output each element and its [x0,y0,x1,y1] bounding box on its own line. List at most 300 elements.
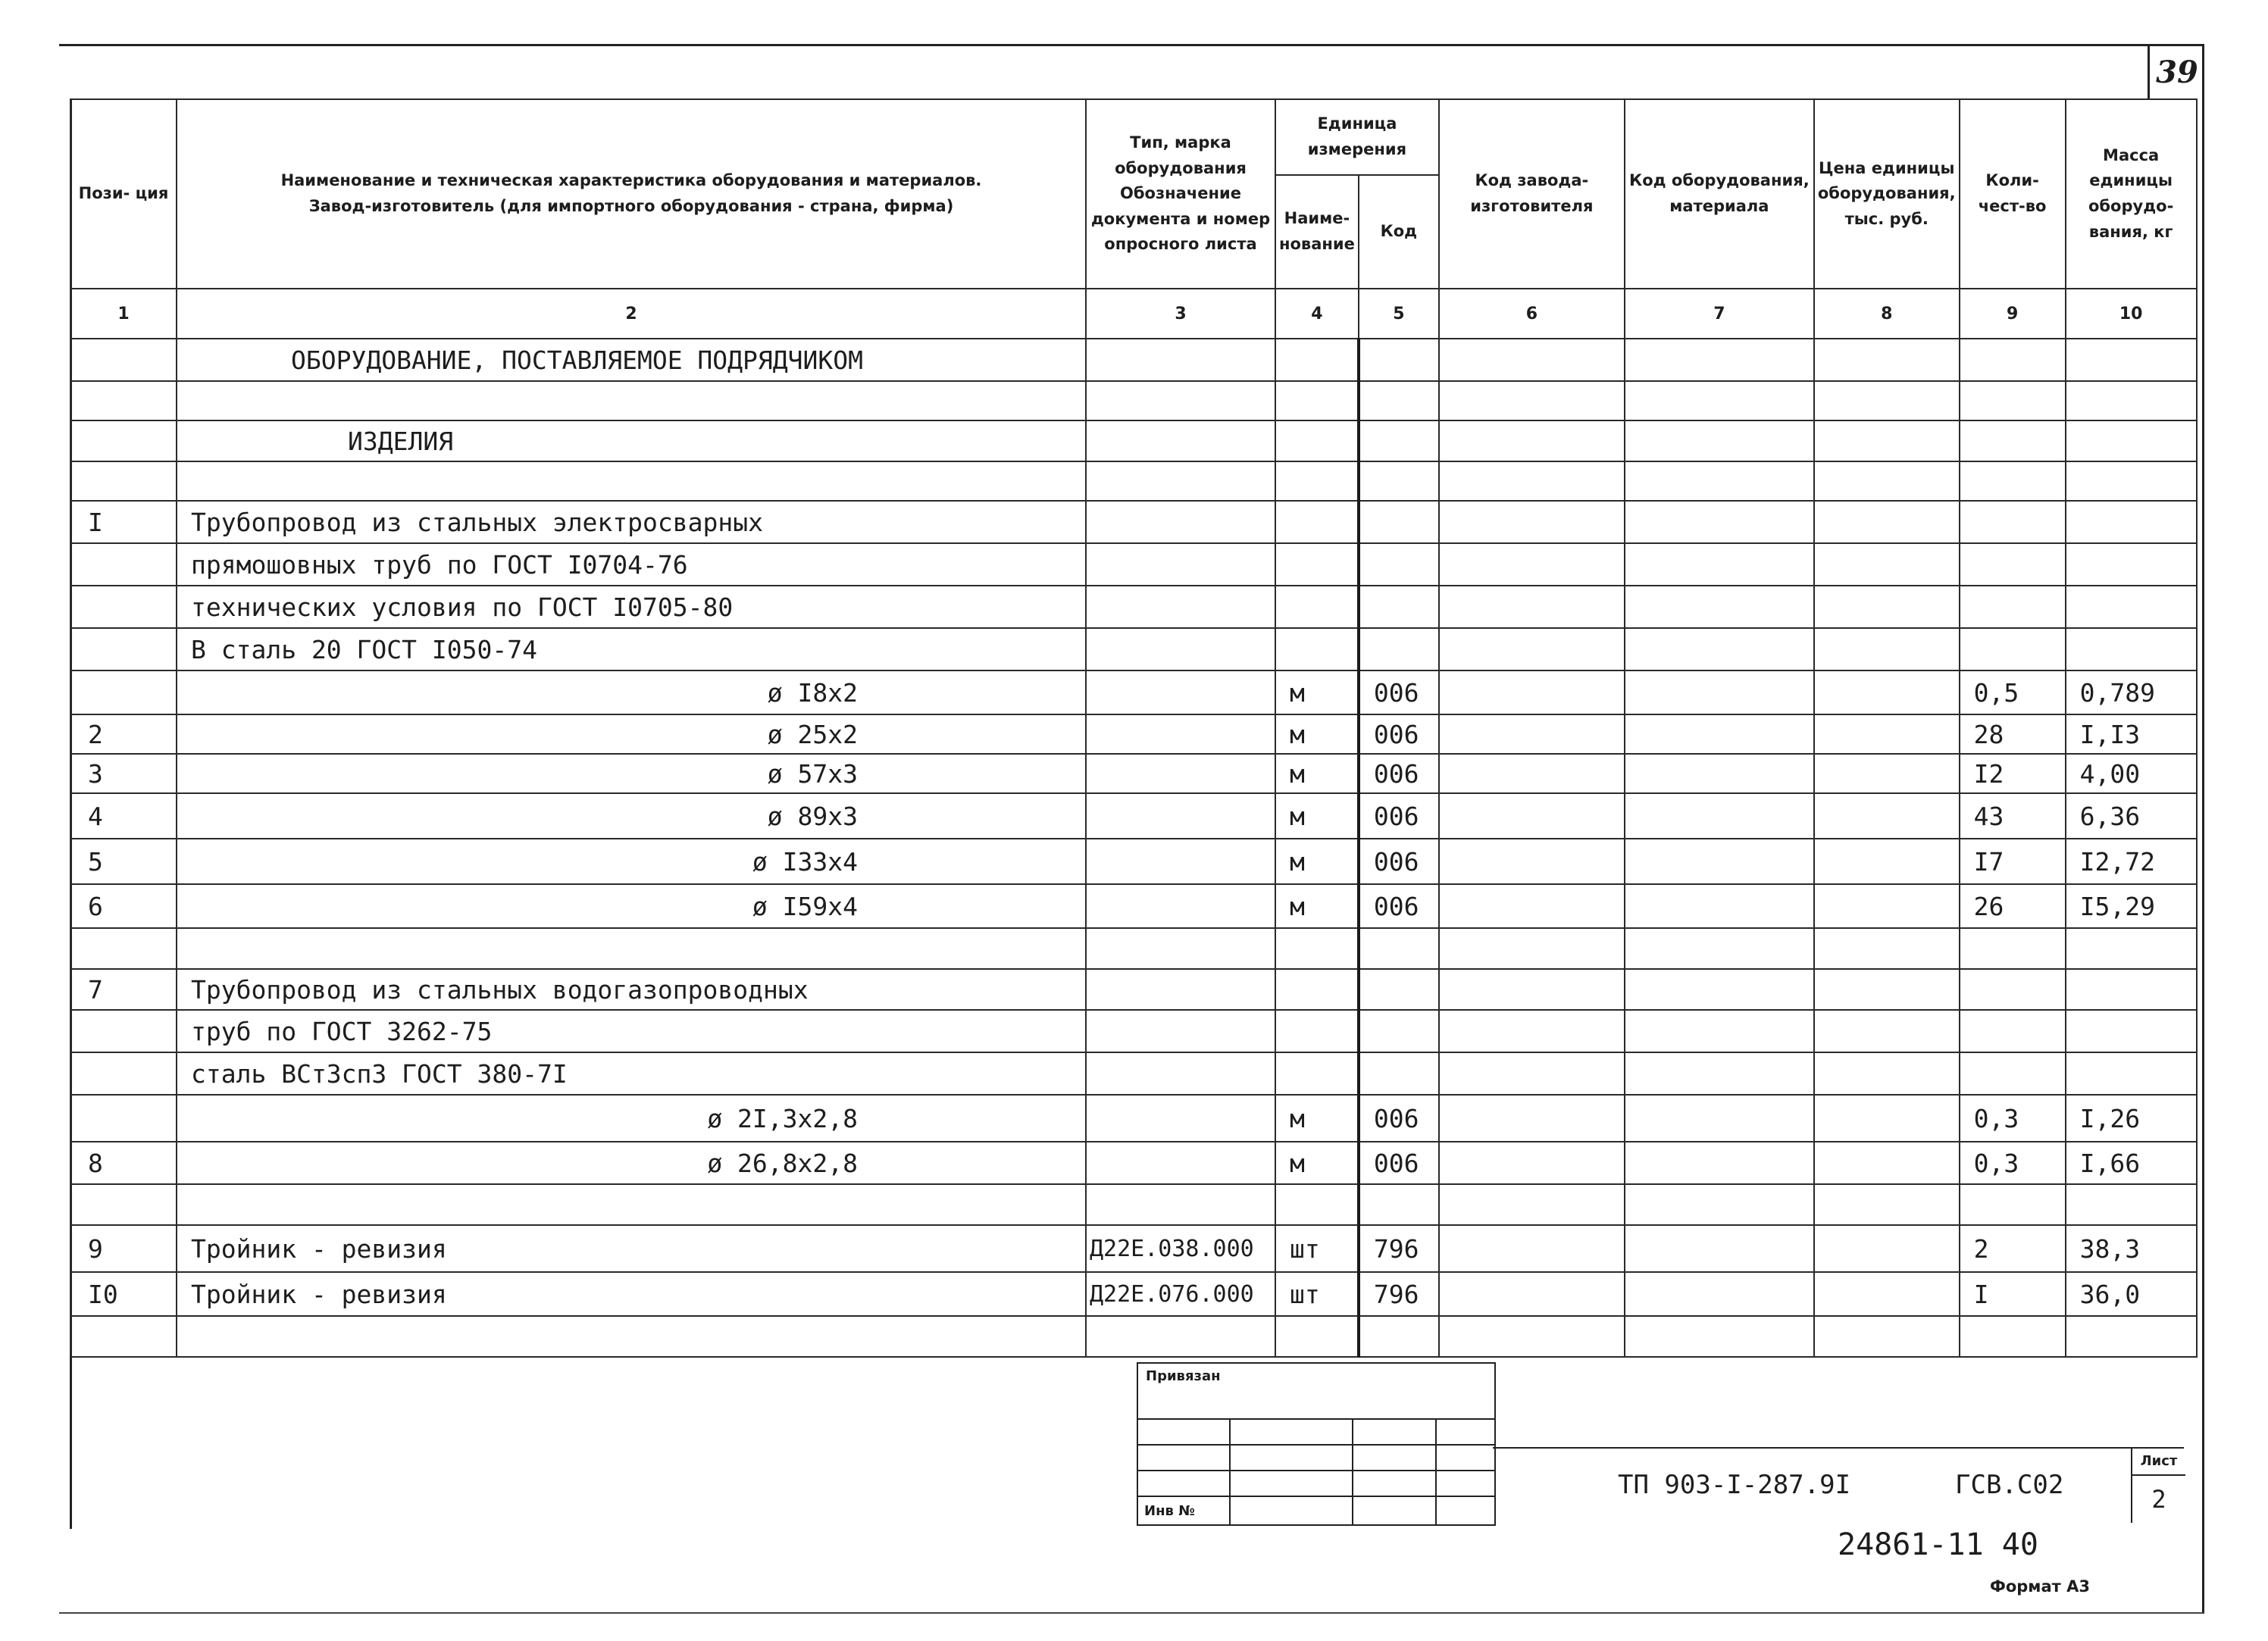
mass-cell [2066,420,2197,461]
equipment-code-cell [1625,1052,1814,1095]
plant-code-cell [1439,928,1625,969]
unit-code-cell [1359,1010,1439,1052]
type-cell [1086,381,1275,420]
mass-cell: I,66 [2066,1142,2197,1184]
name-cell: ø I33x4 [177,839,1086,884]
document-sheet-code: ГСВ.С02 [1955,1470,2064,1500]
position-cell: 8 [70,1142,177,1184]
equipment-code-cell [1625,969,1814,1010]
name-cell: прямошовных труб по ГОСТ I0704-76 [177,543,1086,586]
unit-code-cell [1359,381,1439,420]
unit-code-cell [1359,928,1439,969]
column-number: 3 [1086,289,1275,339]
name-cell: ø 2I,3x2,8 [177,1095,1086,1142]
specification-table [70,98,2198,1358]
plant-code-cell [1439,1272,1625,1316]
type-cell [1086,969,1275,1010]
unit-code-cell [1359,586,1439,628]
position-cell [70,1184,177,1225]
price-cell [1814,501,1960,543]
unit-name-cell [1275,1052,1359,1095]
unit-name-cell: м [1275,670,1359,714]
quantity-cell: 0,5 [1960,670,2066,714]
quantity-cell: 26 [1960,884,2066,928]
title-block-line [1493,1447,2184,1449]
equipment-code-cell [1625,1225,1814,1272]
type-cell [1086,928,1275,969]
table-row [70,1142,2197,1184]
binding-stamp [1137,1362,1496,1526]
mass-cell [2066,628,2197,670]
quantity-cell: 28 [1960,714,2066,754]
table-row [70,586,2197,628]
stamp-line [1352,1418,1353,1524]
table-row [70,1225,2197,1272]
position-cell: 6 [70,884,177,928]
name-cell: Трубопровод из стальных электросварных [177,501,1086,543]
name-cell [177,928,1086,969]
name-cell [177,461,1086,501]
equipment-code-cell [1625,543,1814,586]
type-cell [1086,628,1275,670]
price-cell [1814,839,1960,884]
table-row [70,839,2197,884]
frame-bottom-line [59,1612,2204,1614]
document-code: ТП 903-I-287.9I [1618,1470,1851,1500]
column-number: 7 [1625,289,1814,339]
price-cell [1814,1010,1960,1052]
mass-cell [2066,1316,2197,1357]
plant-code-cell [1439,714,1625,754]
unit-code-cell [1359,339,1439,381]
position-cell [70,339,177,381]
position-cell: 5 [70,839,177,884]
unit-code-cell: 006 [1359,1142,1439,1184]
plant-code-cell [1439,1225,1625,1272]
name-cell: ø I8x2 [177,670,1086,714]
price-cell [1814,884,1960,928]
quantity-cell [1960,928,2066,969]
plant-code-cell [1439,1142,1625,1184]
type-cell [1086,670,1275,714]
price-cell [1814,628,1960,670]
unit-name-cell: м [1275,1095,1359,1142]
name-cell: ø 26,8x2,8 [177,1142,1086,1184]
mass-cell [2066,1184,2197,1225]
unit-name-cell [1275,339,1359,381]
quantity-cell: I [1960,1272,2066,1316]
price-cell [1814,1184,1960,1225]
mass-cell: 4,00 [2066,754,2197,793]
table-row [70,543,2197,586]
list-box [2131,1447,2185,1523]
equipment-code-cell [1625,461,1814,501]
unit-name-cell [1275,1316,1359,1357]
table-body [70,339,2197,1357]
name-cell: Тройник - ревизия [177,1225,1086,1272]
price-cell [1814,793,1960,839]
column-numbers-row [70,289,2197,339]
table-row [70,1272,2197,1316]
quantity-cell [1960,501,2066,543]
type-cell [1086,339,1275,381]
name-cell: технических условия по ГОСТ I0705-80 [177,586,1086,628]
type-cell [1086,1142,1275,1184]
unit-code-cell: 006 [1359,884,1439,928]
stamp-line [1138,1470,1494,1471]
stamp-line [1138,1444,1494,1446]
price-cell [1814,543,1960,586]
quantity-cell [1960,461,2066,501]
position-cell [70,1316,177,1357]
unit-code-cell: 796 [1359,1272,1439,1316]
name-cell: ИЗДЕЛИЯ [177,420,1086,461]
unit-code-cell [1359,501,1439,543]
position-cell [70,1052,177,1095]
unit-name-cell [1275,1010,1359,1052]
stamp-line [1138,1418,1494,1420]
privyazan-label: Привязан [1146,1368,1221,1384]
stamp-line [1138,1496,1494,1497]
equipment-code-cell [1625,793,1814,839]
column-number: 2 [177,289,1086,339]
position-cell [70,670,177,714]
name-cell: Трубопровод из стальных водогазопроводных [177,969,1086,1010]
quantity-cell [1960,339,2066,381]
equipment-code-cell [1625,1316,1814,1357]
price-cell [1814,1142,1960,1184]
price-cell [1814,586,1960,628]
unit-code-cell: 006 [1359,1095,1439,1142]
plant-code-cell [1439,884,1625,928]
equipment-code-cell [1625,928,1814,969]
mass-cell: 36,0 [2066,1272,2197,1316]
column-number: 9 [1960,289,2066,339]
frame-right-line [2202,44,2204,1614]
price-cell [1814,420,1960,461]
unit-code-cell [1359,1052,1439,1095]
position-cell: I0 [70,1272,177,1316]
mass-cell: 0,789 [2066,670,2197,714]
unit-code-cell [1359,420,1439,461]
type-cell [1086,586,1275,628]
type-cell [1086,714,1275,754]
unit-code-cell [1359,628,1439,670]
quantity-cell: I2 [1960,754,2066,793]
stamp-line [1435,1418,1437,1524]
table-row [70,501,2197,543]
header-mass: Масса единицы оборудо-вания, кг [2066,99,2197,289]
table-row [70,1052,2197,1095]
equipment-code-cell [1625,1095,1814,1142]
list-number: 2 [2151,1485,2166,1514]
name-cell: ø 89x3 [177,793,1086,839]
price-cell [1814,1316,1960,1357]
unit-code-cell [1359,1184,1439,1225]
header-quantity: Коли-чест-во [1960,99,2066,289]
plant-code-cell [1439,1052,1625,1095]
name-cell: В сталь 20 ГОСТ I050-74 [177,628,1086,670]
type-cell [1086,1184,1275,1225]
unit-name-cell: шт [1275,1272,1359,1316]
equipment-code-cell [1625,381,1814,420]
price-cell [1814,754,1960,793]
plant-code-cell [1439,754,1625,793]
table-row [70,1316,2197,1357]
position-cell [70,628,177,670]
table-row [70,628,2197,670]
quantity-cell [1960,1184,2066,1225]
type-cell [1086,543,1275,586]
plant-code-cell [1439,1010,1625,1052]
equipment-code-cell [1625,1184,1814,1225]
plant-code-cell [1439,1316,1625,1357]
quantity-cell: 0,3 [1960,1142,2066,1184]
position-cell: 2 [70,714,177,754]
mass-cell [2066,1010,2197,1052]
position-cell [70,1095,177,1142]
unit-name-cell [1275,381,1359,420]
column-number: 1 [70,289,177,339]
equipment-code-cell [1625,754,1814,793]
equipment-code-cell [1625,628,1814,670]
equipment-code-cell [1625,839,1814,884]
header-name-line1: Наименование и техническая характеристика оборудования и материалов. [280,171,982,190]
unit-name-cell [1275,969,1359,1010]
price-cell [1814,1052,1960,1095]
mass-cell: I,I3 [2066,714,2197,754]
plant-code-cell [1439,628,1625,670]
unit-name-cell [1275,501,1359,543]
plant-code-cell [1439,670,1625,714]
mass-cell [2066,461,2197,501]
name-cell: сталь ВСт3сп3 ГОСТ 380-7I [177,1052,1086,1095]
equipment-code-cell [1625,420,1814,461]
unit-name-cell: м [1275,714,1359,754]
table-row [70,969,2197,1010]
table-row [70,1095,2197,1142]
type-cell [1086,754,1275,793]
equipment-code-cell [1625,1010,1814,1052]
plant-code-cell [1439,586,1625,628]
header-unit-name: Наиме-нование [1275,175,1359,289]
position-cell: I [70,501,177,543]
equipment-code-cell [1625,884,1814,928]
name-cell: труб по ГОСТ 3262-75 [177,1010,1086,1052]
name-cell [177,1184,1086,1225]
unit-name-cell: м [1275,1142,1359,1184]
inv-label: Инв № [1144,1503,1195,1519]
table-row [70,793,2197,839]
header-position: Пози- ция [70,99,177,289]
unit-code-cell: 006 [1359,754,1439,793]
plant-code-cell [1439,793,1625,839]
table-row [70,381,2197,420]
type-cell [1086,1095,1275,1142]
unit-name-cell [1275,1184,1359,1225]
equipment-code-cell [1625,586,1814,628]
inventory-number: 24861-11 40 [1838,1527,2038,1562]
table-row [70,461,2197,501]
column-number: 5 [1359,289,1439,339]
quantity-cell [1960,1316,2066,1357]
equipment-code-cell [1625,339,1814,381]
price-cell [1814,1225,1960,1272]
type-cell [1086,501,1275,543]
plant-code-cell [1439,420,1625,461]
mass-cell [2066,501,2197,543]
mass-cell: I,26 [2066,1095,2197,1142]
type-cell [1086,1052,1275,1095]
quantity-cell: 0,3 [1960,1095,2066,1142]
position-cell: 3 [70,754,177,793]
unit-name-cell [1275,543,1359,586]
type-cell [1086,793,1275,839]
price-cell [1814,339,1960,381]
column-number: 10 [2066,289,2197,339]
price-cell [1814,969,1960,1010]
sheet-corner-number: 39 [2148,44,2204,100]
plant-code-cell [1439,839,1625,884]
position-cell: 4 [70,793,177,839]
price-cell [1814,714,1960,754]
name-cell [177,1316,1086,1357]
type-cell: Д22Е.038.000 [1086,1225,1275,1272]
type-cell [1086,461,1275,501]
position-cell: 9 [70,1225,177,1272]
position-cell [70,543,177,586]
plant-code-cell [1439,543,1625,586]
column-number: 8 [1814,289,1960,339]
unit-name-cell: шт [1275,1225,1359,1272]
type-cell [1086,1010,1275,1052]
unit-code-cell [1359,461,1439,501]
position-cell [70,381,177,420]
quantity-cell [1960,586,2066,628]
table-row [70,714,2197,754]
frame-top-line [59,44,2204,46]
unit-code-cell: 796 [1359,1225,1439,1272]
name-cell: Тройник - ревизия [177,1272,1086,1316]
quantity-cell: 2 [1960,1225,2066,1272]
mass-cell: 38,3 [2066,1225,2197,1272]
mass-cell [2066,928,2197,969]
price-cell [1814,461,1960,501]
price-cell [1814,381,1960,420]
name-cell: ОБОРУДОВАНИЕ, ПОСТАВЛЯЕМОЕ ПОДРЯДЧИКОМ [177,339,1086,381]
mass-cell [2066,381,2197,420]
quantity-cell [1960,1010,2066,1052]
header-unit: Единица измерения [1275,99,1439,175]
unit-name-cell [1275,420,1359,461]
unit-code-cell: 006 [1359,670,1439,714]
plant-code-cell [1439,1095,1625,1142]
unit-name-cell: м [1275,839,1359,884]
price-cell [1814,1095,1960,1142]
mass-cell [2066,586,2197,628]
table-row [70,670,2197,714]
equipment-code-cell [1625,714,1814,754]
table-row [70,420,2197,461]
position-cell [70,928,177,969]
price-cell [1814,928,1960,969]
mass-cell: I2,72 [2066,839,2197,884]
quantity-cell [1960,420,2066,461]
table-row [70,1184,2197,1225]
quantity-cell: 43 [1960,793,2066,839]
name-cell: ø 57x3 [177,754,1086,793]
unit-code-cell [1359,969,1439,1010]
quantity-cell [1960,628,2066,670]
plant-code-cell [1439,461,1625,501]
mass-cell [2066,969,2197,1010]
position-cell: 7 [70,969,177,1010]
unit-code-cell: 006 [1359,839,1439,884]
unit-name-cell [1275,461,1359,501]
type-cell: Д22Е.076.000 [1086,1272,1275,1316]
table-row [70,754,2197,793]
table-row [70,928,2197,969]
unit-code-cell [1359,1316,1439,1357]
unit-name-cell: м [1275,793,1359,839]
equipment-code-cell [1625,1142,1814,1184]
quantity-cell [1960,543,2066,586]
unit-name-cell [1275,628,1359,670]
equipment-code-cell [1625,1272,1814,1316]
stamp-line [1229,1418,1231,1524]
header-price: Цена единицы оборудования, тыс. руб. [1814,99,1960,289]
header-name-line2: Завод-изготовитель (для импортного оборудования - страна, фирма) [308,197,954,215]
quantity-cell [1960,969,2066,1010]
plant-code-cell [1439,339,1625,381]
type-cell [1086,420,1275,461]
price-cell [1814,1272,1960,1316]
list-label: Лист [2132,1447,2185,1476]
header-row [70,99,2197,175]
position-cell [70,586,177,628]
mass-cell: I5,29 [2066,884,2197,928]
name-cell: ø I59x4 [177,884,1086,928]
header-equipment-code: Код оборудования, материала [1625,99,1814,289]
quantity-cell: I7 [1960,839,2066,884]
table-row [70,884,2197,928]
quantity-cell [1960,381,2066,420]
header-type: Тип, марка оборудования Обозначение документа и номер опросного листа [1086,99,1275,289]
unit-name-cell: м [1275,754,1359,793]
name-cell: ø 25x2 [177,714,1086,754]
unit-code-cell: 006 [1359,793,1439,839]
unit-code-cell [1359,543,1439,586]
equipment-code-cell [1625,670,1814,714]
type-cell [1086,884,1275,928]
plant-code-cell [1439,1184,1625,1225]
quantity-cell [1960,1052,2066,1095]
plant-code-cell [1439,381,1625,420]
mass-cell: 6,36 [2066,793,2197,839]
type-cell [1086,1316,1275,1357]
unit-name-cell [1275,928,1359,969]
format-label: Формат А3 [1990,1577,2090,1596]
position-cell [70,1010,177,1052]
position-cell [70,420,177,461]
unit-name-cell: м [1275,884,1359,928]
unit-name-cell [1275,586,1359,628]
column-number: 6 [1439,289,1625,339]
name-cell [177,381,1086,420]
price-cell [1814,670,1960,714]
header-plant-code: Код завода-изготовителя [1439,99,1625,289]
plant-code-cell [1439,969,1625,1010]
